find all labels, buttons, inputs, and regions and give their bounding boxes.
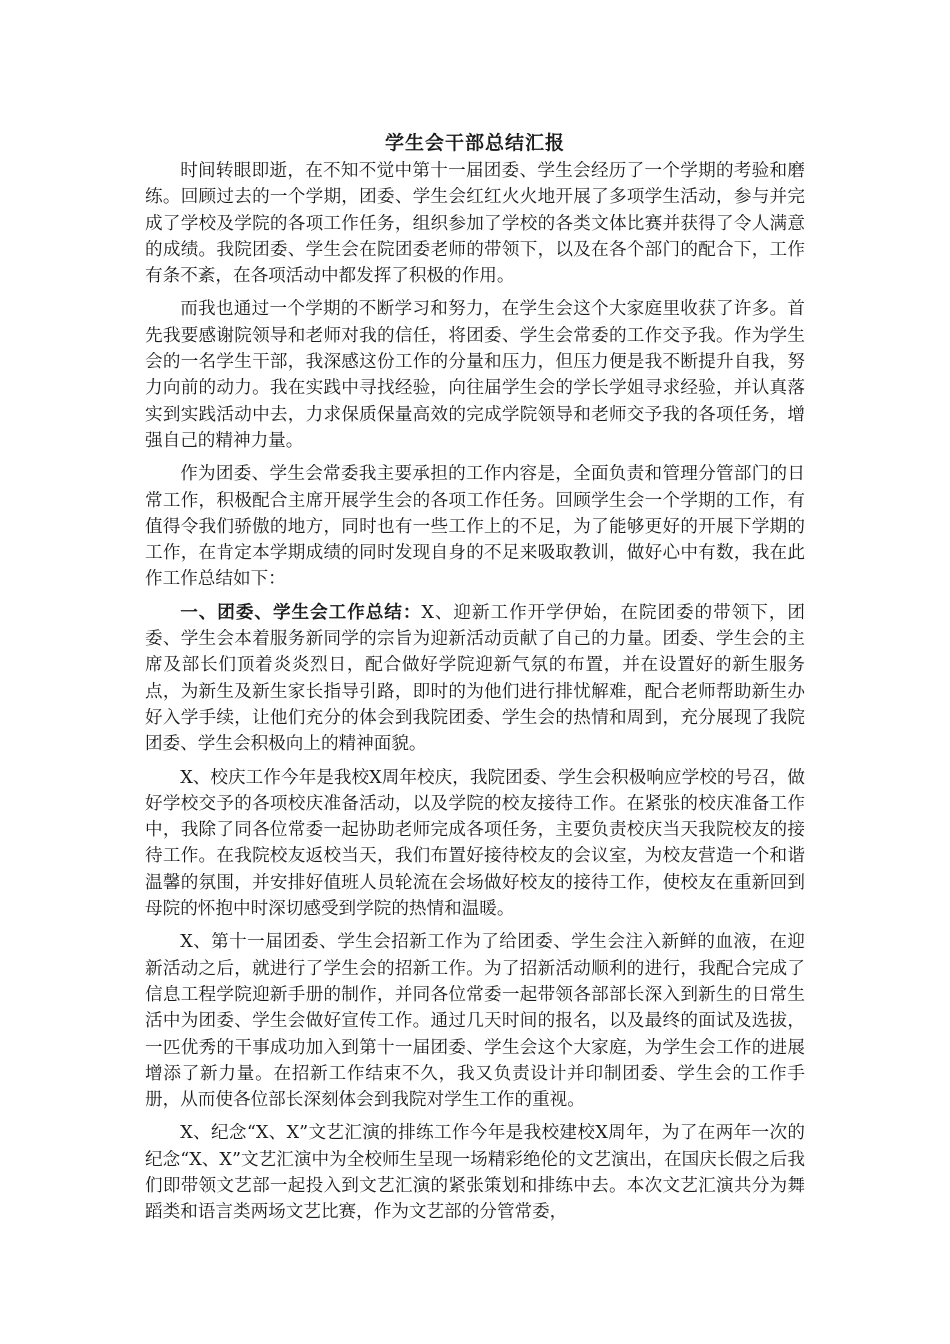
paragraph-7 <box>145 1120 805 1225</box>
document-page <box>145 128 805 1233</box>
section-heading: 一、团委、学生会工作总结： <box>180 601 422 623</box>
paragraph-text: 而我也通过一个学期的不断学习和努力，在学生会这个大家庭里收获了许多。首先我要感谢院领导和老师对我的信任，将团委、学生会常委的工作交予我。作为学生会的一名学生干部，我深感这份工作的分量和压力，但压力便是我不断提升自我，努力向前的动力。我在实践中寻找经验，向往届学生会的学长学姐寻求经验，并认真落实到实践活动中去，力求保质保量高效的完成学院领导和老师交予我的各项任务，增强自己的精神力量。 <box>145 299 805 451</box>
paragraph-text: X、第十一届团委、学生会招新工作为了给团委、学生会注入新鲜的血液，在迎新活动之后，就进行了学生会的招新工作。为了招新活动顺利的进行，我配合完成了信息工程学院迎新手册的制作，并同各位常委一起带领各部部长深入到新生的日常生活中为团委、学生会做好宣传工作。通过几天时间的报名，以及最终的面试及选拔，一匹优秀的干事成功加入到第十一届团委、学生会这个大家庭，为学生会工作的进展增添了新力量。在招新工作结束不久，我又负责设计并印制团委、学生会的工作手册，从而使各位部长深刻体会到我院对学生工作的重视。 <box>145 932 805 1111</box>
paragraph-4 <box>145 600 805 758</box>
paragraph-text: X、校庆工作今年是我校X周年校庆，我院团委、学生会积极响应学校的号召，做好学校交予的各项校庆准备活动，以及学院的校友接待工作。在紧张的校庆准备工作中，我除了同各位常委一起协助老师完成各项任务，主要负责校庆当天我院校友的接待工作。在我院校友返校当天，我们布置好接待校友的会议室，为校友营造一个和谐温馨的氛围，并安排好值班人员轮流在会场做好校友的接待工作，使校友在重新回到母院的怀抱中时深切感受到学院的热情和温暖。 <box>145 767 805 920</box>
paragraph-2 <box>145 296 805 454</box>
paragraph-text: 作为团委、学生会常委我主要承担的工作内容是，全面负责和管理分管部门的日常工作，积极配合主席开展学生会的各项工作任务。回顾学生会一个学期的工作，有值得令我们骄傲的地方，同时也有一些工作上的不足，为了能够更好的开展下学期的工作，在肯定本学期成绩的同时发现自身的不足来吸取教训，做好心中有数，我在此作工作总结如下： <box>145 464 805 590</box>
paragraph-5 <box>145 765 805 923</box>
paragraph-1 <box>145 158 805 289</box>
paragraph-text: 时间转眼即逝，在不知不觉中第十一届团委、学生会经历了一个学期的考验和磨练。回顾过去的一个学期，团委、学生会红红火火地开展了多项学生活动，参与并完成了学校及学院的各项工作任务，组织参加了学校的各类文体比赛并获得了令人满意的成绩。我院团委、学生会在院团委老师的带领下，以及在各个部门的配合下，工作有条不紊，在各项活动中都发挥了积极的作用。 <box>145 161 805 287</box>
paragraph-text: X、纪念“X、X”文艺汇演的排练工作今年是我校建校X周年，为了在两年一次的纪念“X、X”文艺汇演中为全校师生呈现一场精彩绝伦的文艺演出，在国庆长假之后我们即带领文艺部一起投入到文艺汇演的紧张策划和排练中去。本次文艺汇演共分为舞蹈类和语言类两场文艺比赛，作为文艺部的分管常委， <box>145 1123 805 1223</box>
paragraph-3 <box>145 461 805 592</box>
paragraph-text: X、迎新工作开学伊始，在院团委的带领下，团委、学生会本着服务新同学的宗旨为迎新活动贡献了自己的力量。团委、学生会的主席及部长们顶着炎炎烈日，配合做好学院迎新气氛的布置，并在设置好的新生服务点，为新生及新生家长指导引路，即时的为他们进行排忧解难，配合老师帮助新生办好入学手续，让他们充分的体会到我院团委、学生会的热情和周到，充分展现了我院团委、学生会积极向上的精神面貌。 <box>145 602 805 755</box>
document-title: 学生会干部总结汇报 <box>384 132 565 154</box>
paragraph-6 <box>145 929 805 1113</box>
